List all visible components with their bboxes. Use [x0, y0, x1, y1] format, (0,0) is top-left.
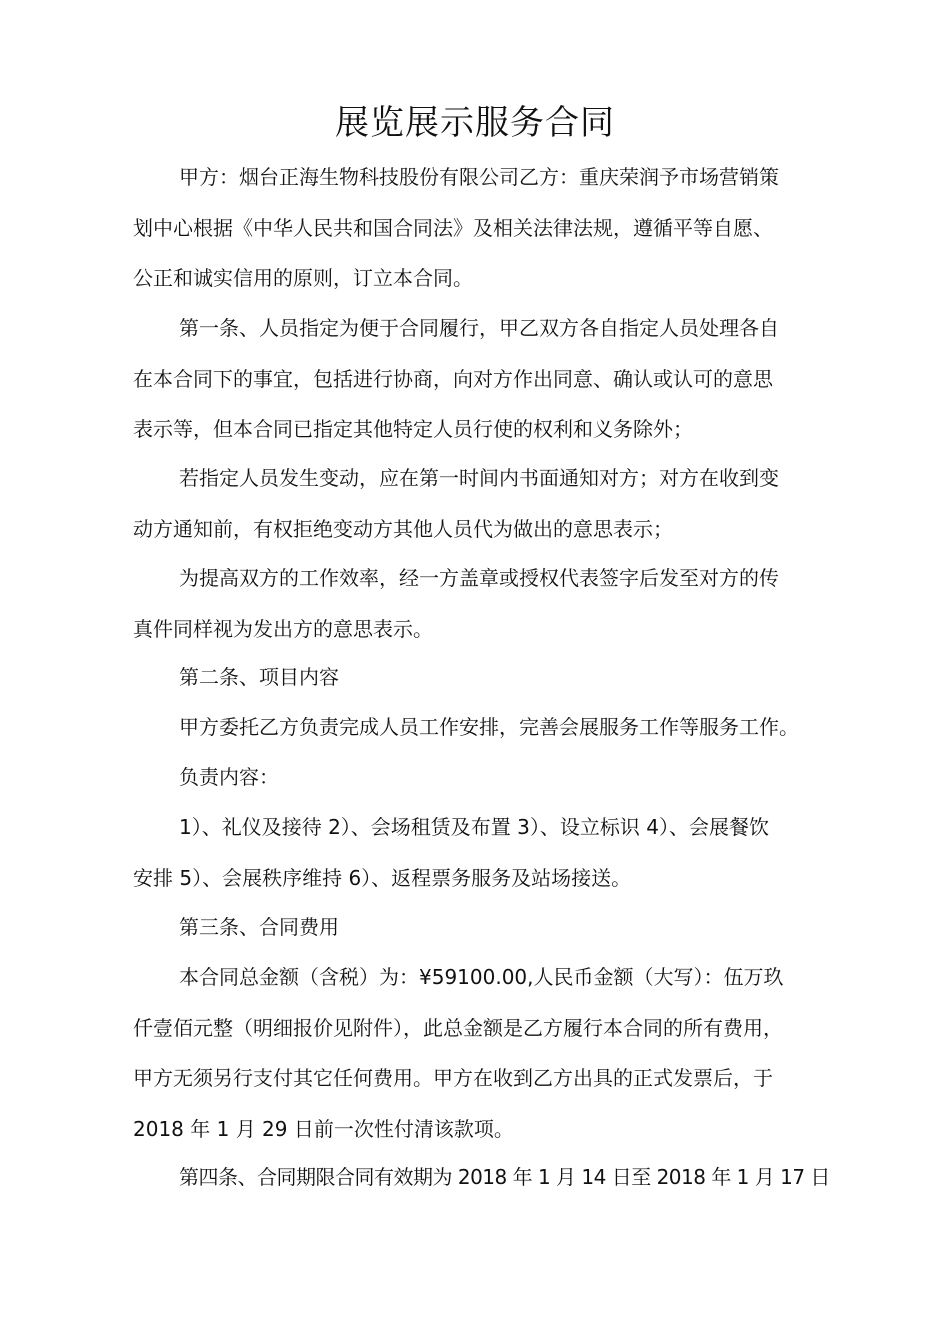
paragraph-article-1: [133, 303, 833, 455]
paragraph-parties: [133, 152, 833, 304]
paragraph-line: 为提高双方的工作效率，经一方盖章或授权代表签字后发至对方的传: [179, 566, 779, 590]
paragraph-line: 本合同总金额（含税）为：¥59100.00,人民币金额（大写）：伍万玖: [179, 965, 784, 989]
paragraph-line: 甲方无须另行支付其它任何费用。甲方在收到乙方出具的正式发票后，于: [133, 1066, 773, 1090]
paragraph-line: 甲方：烟台正海生物科技股份有限公司乙方：重庆荣润予市场营销策: [179, 165, 779, 189]
paragraph-service-list: [133, 802, 833, 903]
paragraph-fax-validity: [133, 553, 833, 654]
paragraph-line: 在本合同下的事宜，包括进行协商，向对方作出同意、确认或认可的意思: [133, 366, 773, 391]
heading-article-3: [133, 902, 833, 953]
paragraph-line: 划中心根据《中华人民共和国合同法》及相关法律法规，遵循平等自愿、: [133, 215, 773, 240]
paragraph-line: 真件同样视为发出方的意思表示。: [133, 616, 433, 641]
heading-article-2: [133, 652, 833, 703]
paragraph-line: 第四条、合同期限合同有效期为 2018 年 1 月 14 日至 2018 年 1 月 17 日: [179, 1165, 830, 1189]
paragraph-personnel-change: [133, 453, 833, 554]
paragraph-line: 表示等，但本合同已指定其他特定人员行使的权利和义务除外；: [133, 417, 693, 441]
paragraph-commission: [133, 702, 833, 753]
paragraph-line: 甲方委托乙方负责完成人员工作安排，完善会展服务工作等服务工作。: [179, 715, 799, 739]
paragraph-line: 公正和诚实信用的原则，订立本合同。: [133, 266, 473, 290]
paragraph-line: 第一条、人员指定为便于合同履行，甲乙双方各自指定人员处理各自: [179, 316, 779, 340]
paragraph-line: 动方通知前，有权拒绝变动方其他人员代为做出的意思表示；: [133, 516, 673, 541]
paragraph-contract-fee: [133, 952, 833, 1154]
paragraph-line: 安排 5）、会展秩序维持 6）、返程票务服务及站场接送。: [133, 865, 632, 890]
document-title: 展览展示服务合同: [335, 103, 615, 143]
paragraph-article-4: [133, 1152, 833, 1203]
paragraph-line: 1）、礼仪及接待 2）、会场租赁及布置 3）、设立标识 4）、会展餐饮: [179, 815, 769, 839]
paragraph-line: 2018 年 1 月 29 日前一次性付清该款项。: [133, 1116, 514, 1141]
paragraph-line: 负责内容：: [179, 765, 279, 789]
paragraph-line: 第三条、合同费用: [179, 915, 339, 939]
paragraph-line: 若指定人员发生变动，应在第一时间内书面通知对方；对方在收到变: [179, 466, 779, 490]
paragraph-line: 仟壹佰元整（明细报价见附件），此总金额是乙方履行本合同的所有费用，: [133, 1015, 783, 1040]
paragraph-line: 第二条、项目内容: [179, 665, 339, 689]
heading-responsibilities: [133, 752, 833, 803]
